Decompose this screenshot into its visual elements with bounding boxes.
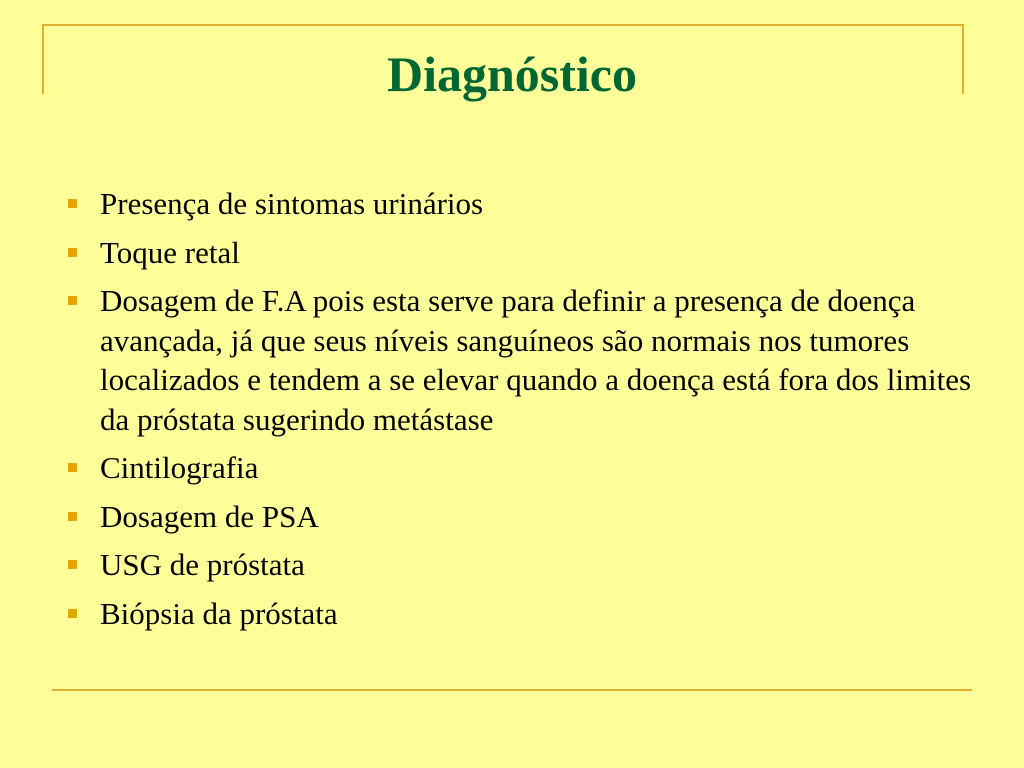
bullet-item-dosagem-fa [64, 281, 974, 439]
frame-bottom-line [52, 689, 972, 691]
bullet-text: Dosagem de PSA [100, 498, 319, 534]
bullet-text: Presença de sintomas urinários [100, 186, 484, 221]
frame-top-line [42, 24, 964, 26]
bullet-item-cintilografia [64, 448, 974, 488]
bullet-item-sintomas [64, 184, 974, 224]
square-bullet-icon [68, 296, 77, 305]
bullet-item-biopsia [64, 594, 974, 634]
bullet-text: Biópsia da próstata [100, 595, 338, 631]
bullet-text: Cintilografia [100, 450, 259, 485]
square-bullet-icon [68, 199, 77, 208]
bullet-item-usg [64, 545, 974, 585]
bullet-item-dosagem-psa [64, 497, 974, 537]
bullet-text: Toque retal [100, 234, 240, 270]
bullet-item-toque-retal [64, 233, 974, 273]
square-bullet-icon [68, 560, 77, 569]
square-bullet-icon [68, 463, 77, 472]
slide-title: Diagnóstico [387, 46, 637, 102]
square-bullet-icon [68, 248, 77, 257]
square-bullet-icon [68, 609, 77, 618]
bullet-text: USG de próstata [100, 547, 305, 582]
bullet-text: Dosagem de F.A pois esta serve para definir a presença de doença avançada, já que seus níveis sanguíneos são normais nos tumores localizados e tendem a se elevar quando a doença está fora dos limites da próstata sugerindo metástase [100, 283, 972, 437]
square-bullet-icon [68, 512, 77, 521]
bullet-list [64, 184, 974, 642]
